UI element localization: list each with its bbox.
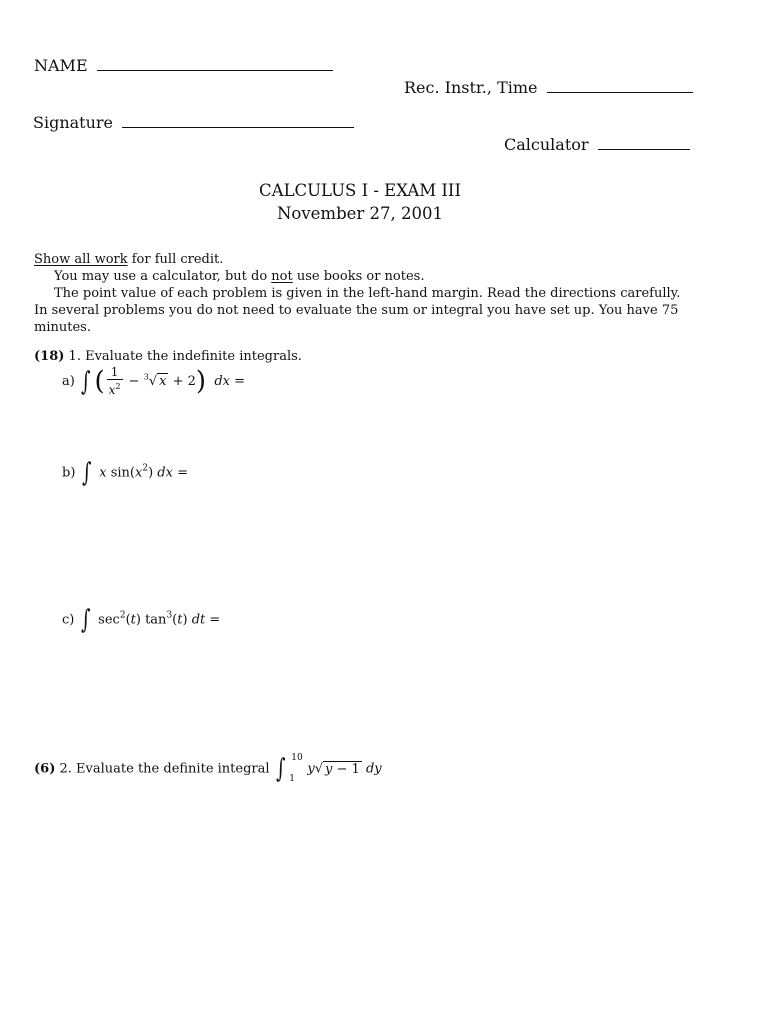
calculator-label: Calculator xyxy=(504,135,589,154)
name-line[interactable] xyxy=(97,70,333,71)
instruction-calculator xyxy=(54,268,424,285)
name-label: NAME xyxy=(34,56,88,75)
problem-1b: b) ∫ x $\sin(x^2)$ dx = xyxy=(62,458,188,488)
lower-limit: 1 xyxy=(289,774,295,784)
integral-limits xyxy=(289,754,303,784)
problem-1c-label: c) xyxy=(62,612,75,628)
for-credit-text: for full credit. xyxy=(127,252,224,267)
rec-instr-line[interactable] xyxy=(547,92,693,93)
calc-text-b: use books or notes. xyxy=(292,269,425,284)
instruction-point-value: The point value of each problem is given in the left-hand margin. Read the directions carefully. xyxy=(54,286,681,301)
problem-1b-label: b) xyxy=(62,465,76,481)
exam-date: November 27, 2001 xyxy=(276,204,444,223)
fraction-1-over-x2: $\frac{1}{x^2}$ xyxy=(108,365,121,397)
integral-sign-icon: ∫ xyxy=(81,458,92,488)
show-all-work-text: Show all work xyxy=(34,252,128,267)
name-field-row xyxy=(34,56,333,75)
problem-1-points: (18) xyxy=(34,349,65,364)
calc-text-a: You may use a calculator, but do xyxy=(54,269,272,284)
upper-limit: 10 xyxy=(291,753,303,763)
signature-label: Signature xyxy=(33,113,114,132)
problem-2-text: 2. Evaluate the definite integral xyxy=(59,761,270,777)
signature-field-row xyxy=(33,113,354,132)
integral-sign-icon: ∫ xyxy=(275,753,286,784)
instruction-several-2: minutes. xyxy=(34,320,91,335)
problem-1c: c) ∫ $\sec^2(t)$ $\tan^3(t)$ dt = xyxy=(62,605,221,635)
instruction-show-work xyxy=(34,251,223,268)
not-emphasis: not xyxy=(271,269,293,284)
rec-instr-field-row xyxy=(404,78,693,97)
problem-1-heading xyxy=(34,348,302,365)
signature-line[interactable] xyxy=(122,127,354,128)
rec-instr-label: Rec. Instr., Time xyxy=(404,78,538,97)
exam-title: CALCULUS I - EXAM III xyxy=(259,181,461,200)
integral-sign-icon: ∫ xyxy=(80,605,91,635)
problem-1-text: 1. Evaluate the indefinite integrals. xyxy=(68,349,302,364)
instruction-several-1: In several problems you do not need to evaluate the sum or integral you have set up. You have 75 xyxy=(34,303,679,318)
problem-2: (6) 2. Evaluate the definite integral ∫ 10 1 y√ y − 1 dy xyxy=(34,754,382,784)
calculator-field-row xyxy=(504,135,690,154)
integral-sign-icon: ∫ xyxy=(81,366,91,397)
problem-1a: a) ∫ ( $\frac{1}{x^2}$ − $^3$√ x + 2) dx = xyxy=(62,365,245,397)
calculator-line[interactable] xyxy=(598,149,690,150)
problem-2-points: (6) xyxy=(34,761,56,777)
problem-1a-label: a) xyxy=(62,374,75,389)
